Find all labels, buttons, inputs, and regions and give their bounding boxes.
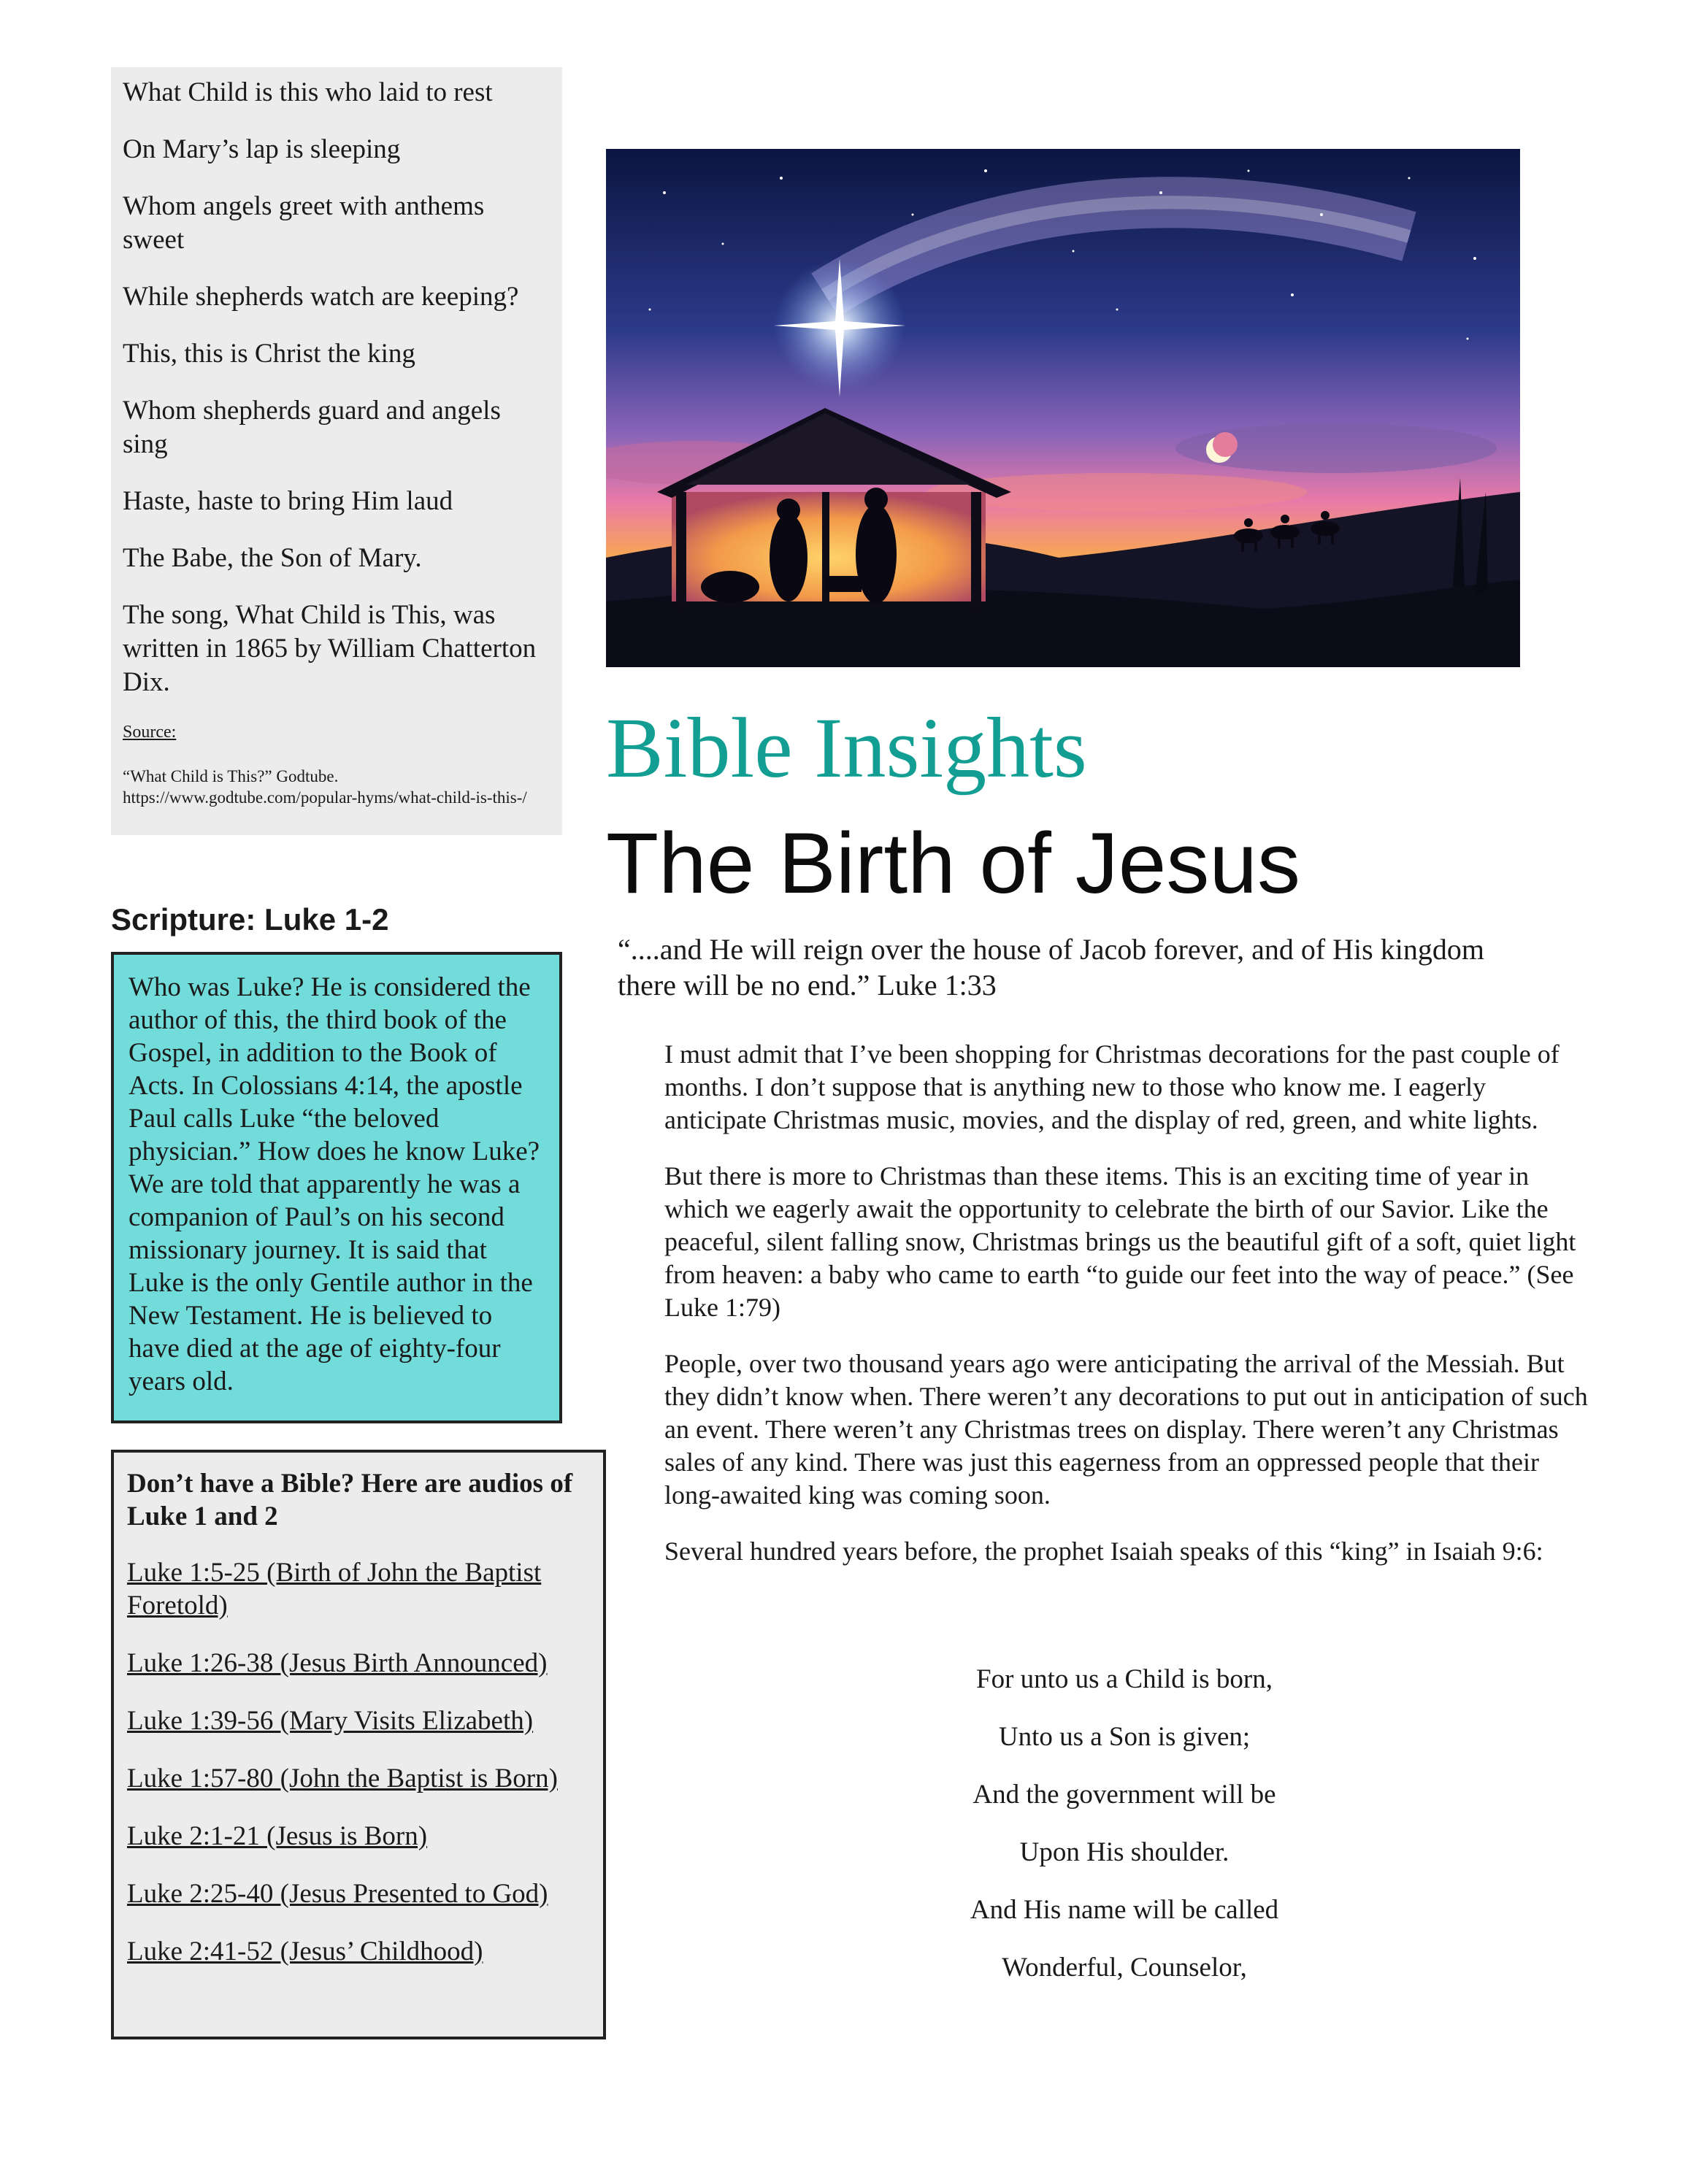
scripture-heading: Scripture: Luke 1-2 xyxy=(111,902,389,937)
lyric-line: What Child is this who laid to rest xyxy=(123,77,493,107)
article-title: The Birth of Jesus xyxy=(606,815,1300,912)
audio-link-luke-2-1[interactable]: Luke 2:1-21 (Jesus is Born) xyxy=(127,1821,428,1851)
lyric-line: On Mary’s lap is sleeping xyxy=(123,134,401,164)
lyric-line: Whom angels greet with anthems sweet xyxy=(123,191,485,255)
audio-link-luke-2-41[interactable]: Luke 2:41-52 (Jesus’ Childhood) xyxy=(127,1937,483,1966)
audio-link-luke-1-26[interactable]: Luke 1:26-38 (Jesus Birth Announced) xyxy=(127,1648,548,1678)
lyric-line: While shepherds watch are keeping? xyxy=(123,282,519,312)
article-body xyxy=(664,1038,1592,1591)
article-paragraph: I must admit that I’ve been shopping for Christmas decorations for the past couple of months. I don’t suppose that is anything new to those who know me. I eagerly anticipate Christmas music, movies, and the display of red, green, and white lights. xyxy=(664,1039,1560,1134)
luke-info-box xyxy=(111,952,562,1423)
lyric-line: This, this is Christ the king xyxy=(123,339,415,369)
lyric-credit: The song, What Child is This, was written in 1865 by William Chatterton Dix. xyxy=(123,600,537,697)
lyric-line: The Babe, the Son of Mary. xyxy=(123,543,422,573)
audio-link-luke-1-39[interactable]: Luke 1:39-56 (Mary Visits Elizabeth) xyxy=(127,1706,534,1736)
article-paragraph: But there is more to Christmas than these items. This is an exciting time of year in which we eagerly await the opportunity to celebrate the birth of our Savior. Like the peaceful, silent falling snow, Christmas brings us the beautiful gift of a soft, quiet light from heaven: a baby who came to earth “to guide our feet into the way of peace.” (See Luke 1:79) xyxy=(664,1161,1576,1322)
audio-link-luke-2-25[interactable]: Luke 2:25-40 (Jesus Presented to God) xyxy=(127,1879,548,1909)
lyrics-panel xyxy=(111,67,562,835)
article-paragraph: People, over two thousand years ago were anticipating the arrival of the Messiah. But they didn’t know when. There weren’t any decorations to put out in anticipation of such an event. There weren’t any Christmas trees on display. There weren’t any Christmas sales of any kind. There was just this eagerness from an oppressed people that their long-awaited king was coming soon. xyxy=(664,1349,1588,1510)
luke-info-text: Who was Luke? He is considered the author of this, the third book of the Gospel, in addition to the Book of Acts. In Colossians 4:14, the apostle Paul calls Luke “the beloved physician.” How does he know Luke? We are told that apparently he was a companion of Paul’s on his second missionary journey. It is said that Luke is the only Gentile author in the New Testament. He is believed to have died at the age of eighty-four years old. xyxy=(128,972,540,1396)
poem-line: And the government will be xyxy=(972,1780,1276,1810)
lyric-line: Whom shepherds guard and angels sing xyxy=(123,396,501,459)
scripture-quote: “....and He will reign over the house of Jacob forever, and of His kingdom there will be no end.” Luke 1:33 xyxy=(618,933,1484,1001)
poem-line: Unto us a Son is given; xyxy=(998,1722,1251,1752)
audio-links-box xyxy=(111,1450,606,2039)
audio-link-luke-1-57[interactable]: Luke 1:57-80 (John the Baptist is Born) xyxy=(127,1764,558,1793)
poem-line: And His name will be called xyxy=(970,1895,1279,1925)
lyric-line: Haste, haste to bring Him laud xyxy=(123,486,453,516)
audio-heading: Don’t have a Bible? Here are audios of Luke 1 and 2 xyxy=(127,1469,573,1531)
poem-line: For unto us a Child is born, xyxy=(976,1664,1273,1694)
source-label: Source: xyxy=(123,723,177,742)
nativity-hero-image xyxy=(606,149,1520,667)
poem-line: Upon His shoulder. xyxy=(1019,1837,1229,1867)
audio-link-luke-1-5[interactable]: Luke 1:5-25 (Birth of John the Baptist Foretold) xyxy=(127,1558,542,1620)
article-paragraph: Several hundred years before, the prophet Isaiah speaks of this “king” in Isaiah 9:6: xyxy=(664,1537,1543,1566)
section-title: Bible Insights xyxy=(606,700,1087,796)
poem-line: Wonderful, Counselor, xyxy=(1002,1953,1247,1983)
source-citation: “What Child is This?” Godtube. https://www.godtube.com/popular-hyms/what-child-is-this-/ xyxy=(123,767,527,807)
isaiah-poem xyxy=(876,1663,1373,2009)
